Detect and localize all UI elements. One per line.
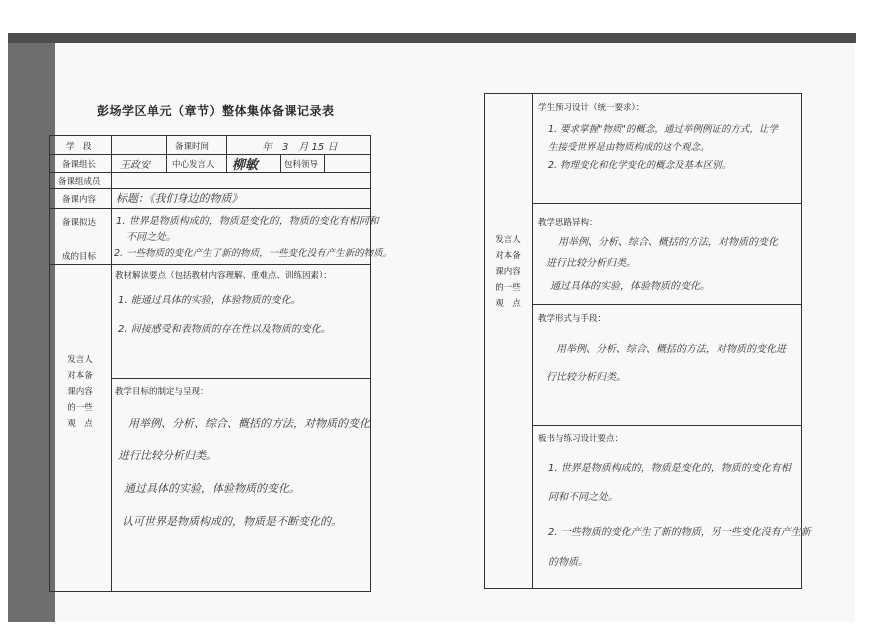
teaching-goal-line-2: 进行比较分析归类。	[118, 449, 217, 462]
preview-line-1b: 生接受世界是由物质构成的这个观念。	[548, 142, 710, 153]
preview-heading: 学生预习设计（统一要求）：	[538, 103, 645, 113]
left-col-line	[280, 154, 281, 172]
board-line-2b: 的物质。	[548, 557, 588, 568]
left-row-line	[111, 378, 371, 379]
right-col-line	[532, 93, 533, 589]
side-label-line: 课内容	[67, 387, 93, 397]
left-side-label	[58, 352, 102, 432]
teaching-goal-line-3: 通过具体的实验，体验物质的变化。	[124, 482, 300, 495]
teaching-goal-line-1: 用举例、分析、综合、概括的方法，对物质的变化	[128, 417, 370, 430]
textbook-line-2: 2. 间接感受和表物质的存在性以及物质的变化。	[118, 324, 331, 335]
date-value: 年 3 月 15 日	[262, 142, 338, 153]
board-line-1: 1. 世界是物质构成的，物质是变化的，物质的变化有相	[548, 463, 791, 474]
goals-line-1b: 不同之处。	[126, 232, 176, 243]
preview-line-1: 1. 要求掌握"物质"的概念，通过举例例证的方式，让学	[548, 124, 778, 135]
board-line-2: 2. 一些物质的变化产生了新的物质，另一些变化没有产生新	[548, 527, 811, 538]
speaker-signature: 柳敏	[232, 158, 259, 173]
left-row-line	[49, 264, 371, 265]
board-line-1b: 同和不同之处。	[548, 492, 618, 503]
approach-line-1: 用举例、分析、综合、概括的方法，对物质的变化	[558, 237, 778, 248]
members-label: 备课组成员	[58, 177, 101, 187]
right-row-line	[532, 425, 802, 426]
board-heading: 板书与练习设计要点：	[538, 434, 624, 444]
goals-label-2: 成的目标	[62, 252, 97, 262]
form-heading: 教学形式与手段：	[538, 314, 607, 324]
goals-label-1: 备课拟达	[62, 218, 97, 228]
goals-line-1: 1. 世界是物质构成的，物质是变化的，物质的变化有相同和	[116, 216, 379, 227]
side-label-line: 观 点	[495, 299, 521, 309]
right-row-line	[532, 304, 802, 305]
speaker-label: 中心发言人	[172, 160, 215, 170]
left-row-line	[49, 154, 371, 155]
teaching-goal-line-4: 认可世界是物质构成的，物质是不断变化的。	[122, 515, 342, 528]
subject-leader-label: 包科领导	[284, 160, 319, 170]
side-label-line: 发言人	[67, 355, 93, 365]
content-label: 备课内容	[62, 195, 97, 205]
goals-line-2: 2. 一些物质的变化产生了新的物质，一些变化没有产生新的物质。	[114, 248, 393, 259]
side-label-line: 对本备	[495, 251, 521, 261]
side-label-line: 对本备	[67, 371, 93, 381]
side-label-line: 的一些	[495, 283, 521, 293]
textbook-heading: 教材解读要点（包括教材内容理解、重难点、训练因素）：	[115, 271, 332, 281]
approach-line-2: 进行比较分析归类。	[546, 258, 636, 269]
textbook-line-1: 1. 能通过具体的实验，体验物质的变化。	[118, 295, 301, 306]
right-row-line	[532, 203, 802, 204]
left-col-line	[226, 135, 227, 172]
leader-label: 备课组长	[62, 160, 97, 170]
time-label: 备课时间	[175, 142, 210, 152]
preview-line-2: 2. 物理变化和化学变化的概念及基本区别。	[548, 160, 732, 171]
left-col-line	[111, 135, 112, 592]
form-line-2: 行比较分析归类。	[546, 372, 626, 383]
approach-line-3: 通过具体的实验，体验物质的变化。	[550, 281, 710, 292]
teaching-goal-heading: 教学目标的制定与呈现：	[115, 387, 209, 397]
side-label-line: 课内容	[495, 267, 521, 277]
right-side-label	[486, 232, 530, 312]
left-col-line	[324, 154, 325, 172]
form-line-1: 用举例、分析、综合、概括的方法，对物质的变化进	[556, 344, 786, 355]
approach-heading: 教学思路异构：	[538, 218, 598, 228]
left-row-line	[49, 172, 371, 173]
left-col-line	[166, 135, 167, 172]
left-row-line	[49, 188, 371, 189]
leader-value: 王政安	[120, 160, 150, 171]
left-row-line	[49, 208, 371, 209]
school-label: 学 段	[66, 142, 92, 152]
scan-top-edge	[8, 33, 856, 43]
side-label-line: 发言人	[495, 235, 521, 245]
side-label-line: 观 点	[67, 419, 93, 429]
side-label-line: 的一些	[67, 403, 93, 413]
page-title: 彭场学区单元（章节）整体集体备课记录表	[97, 104, 335, 118]
content-value: 标题：《我们身边的物质》	[116, 192, 243, 205]
